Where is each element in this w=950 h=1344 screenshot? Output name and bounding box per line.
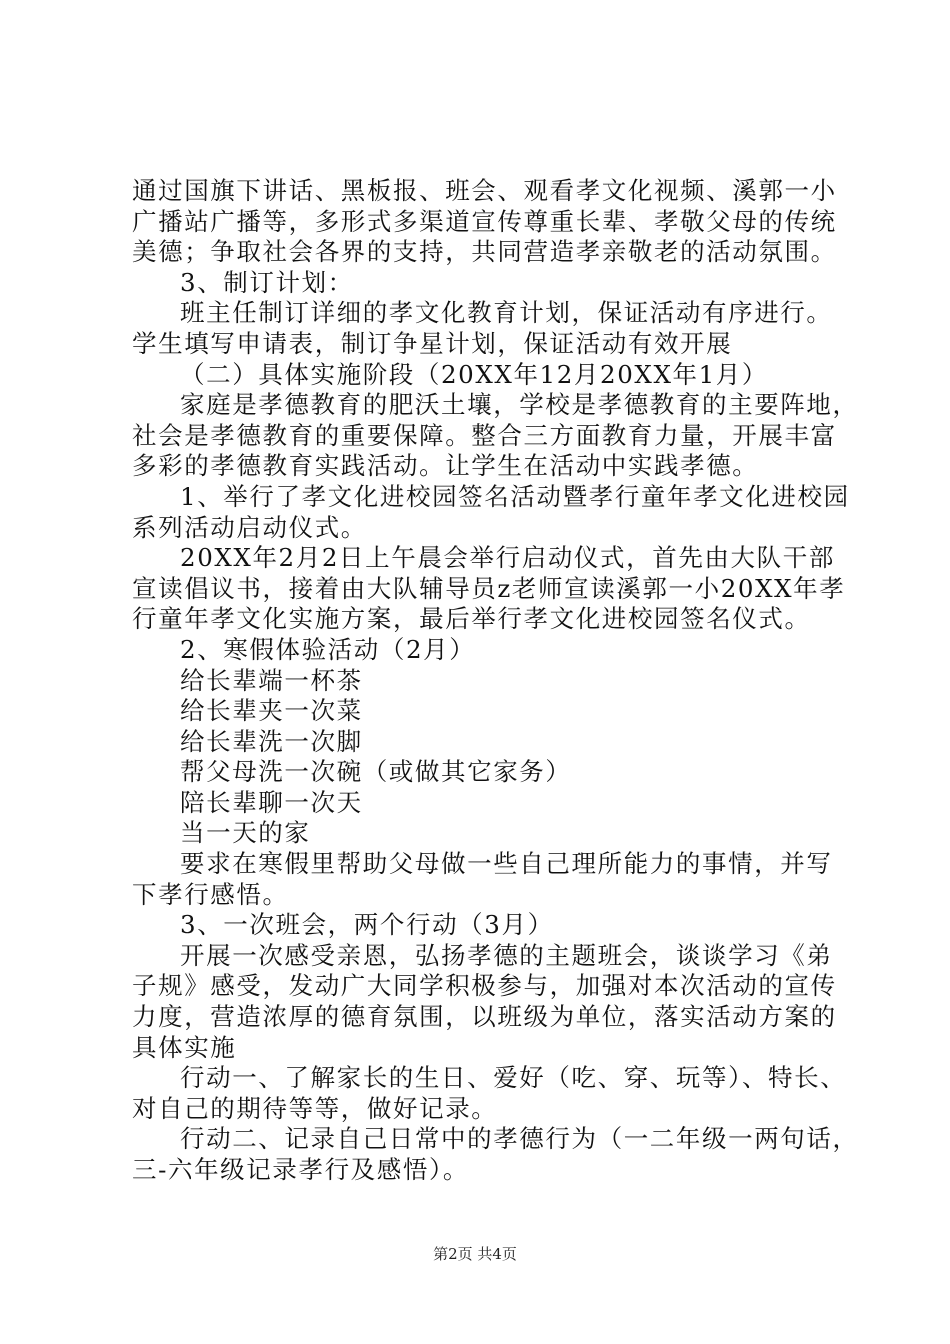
text-line: 下孝行感悟。 [132, 879, 289, 909]
text-line: 系列活动启动仪式。 [132, 512, 367, 542]
text-line: 力度，营造浓厚的德育氛围，以班级为单位，落实活动方案的 [132, 1002, 837, 1032]
text-line: 要求在寒假里帮助父母做一些自己理所能力的事情，并写 [180, 849, 833, 879]
text-line: 给长辈洗一次脚 [180, 726, 363, 756]
text-line: 行动二、记录自己日常中的孝德行为（一二年级一两句话， [180, 1124, 859, 1154]
text-line: 多彩的孝德教育实践活动。让学生在活动中实践孝德。 [132, 451, 759, 481]
text-line: 3、一次班会，两个行动（3月） [180, 910, 554, 940]
text-line: 20XX年2月2日上午晨会举行启动仪式，首先由大队干部 [180, 543, 835, 573]
text-line: 2、寒假体验活动（2月） [180, 634, 476, 664]
text-line: （二）具体实施阶段（20XX年12月20XX年1月） [180, 359, 768, 389]
text-line: 帮父母洗一次碗（或做其它家务） [180, 757, 572, 787]
text-line: 社会是孝德教育的重要保障。整合三方面教育力量，开展丰富 [132, 420, 837, 450]
text-line: 1、举行了孝文化进校园签名活动暨孝行童年孝文化进校园 [180, 481, 850, 511]
text-line: 给长辈端一杯茶 [180, 665, 363, 695]
text-line: 班主任制订详细的孝文化教育计划，保证活动有序进行。 [180, 298, 833, 328]
text-line: 宣读倡议书，接着由大队辅导员z老师宣读溪郭一小20XX年孝 [132, 573, 846, 603]
text-line: 行童年孝文化实施方案，最后举行孝文化进校园签名仪式。 [132, 604, 811, 634]
text-line: 三-六年级记录孝行及感悟）。 [132, 1155, 469, 1184]
text-line: 广播站广播等，多形式多渠道宣传尊重长辈、孝敬父母的传统 [132, 206, 837, 236]
text-line: 学生填写申请表，制订争星计划，保证活动有效开展 [132, 328, 733, 358]
page-footer: 第2页 共4页 [433, 1245, 517, 1263]
text-line: 行动一、了解家长的生日、爱好（吃、穿、玩等）、特长、 [180, 1063, 847, 1093]
text-line: 陪长辈聊一次天 [180, 787, 363, 817]
text-line: 3、制订计划： [180, 267, 354, 297]
text-line: 开展一次感受亲恩，弘扬孝德的主题班会，谈谈学习《弟 [180, 940, 833, 970]
text-line: 对自己的期待等等，做好记录。 [132, 1093, 498, 1123]
text-line: 家庭是孝德教育的肥沃土壤，学校是孝德教育的主要阵地， [180, 390, 859, 420]
text-line: 给长辈夹一次菜 [180, 696, 363, 726]
text-line: 当一天的家 [180, 818, 311, 848]
text-line: 具体实施 [132, 1032, 237, 1062]
text-line: 通过国旗下讲话、黑板报、班会、观看孝文化视频、溪郭一小 [132, 176, 837, 205]
text-line: 子规》感受，发动广大同学积极参与，加强对本次活动的宣传 [132, 971, 837, 1001]
document-body [132, 176, 859, 1186]
text-line: 美德；争取社会各界的支持，共同营造孝亲敬老的活动氛围。 [132, 237, 837, 267]
